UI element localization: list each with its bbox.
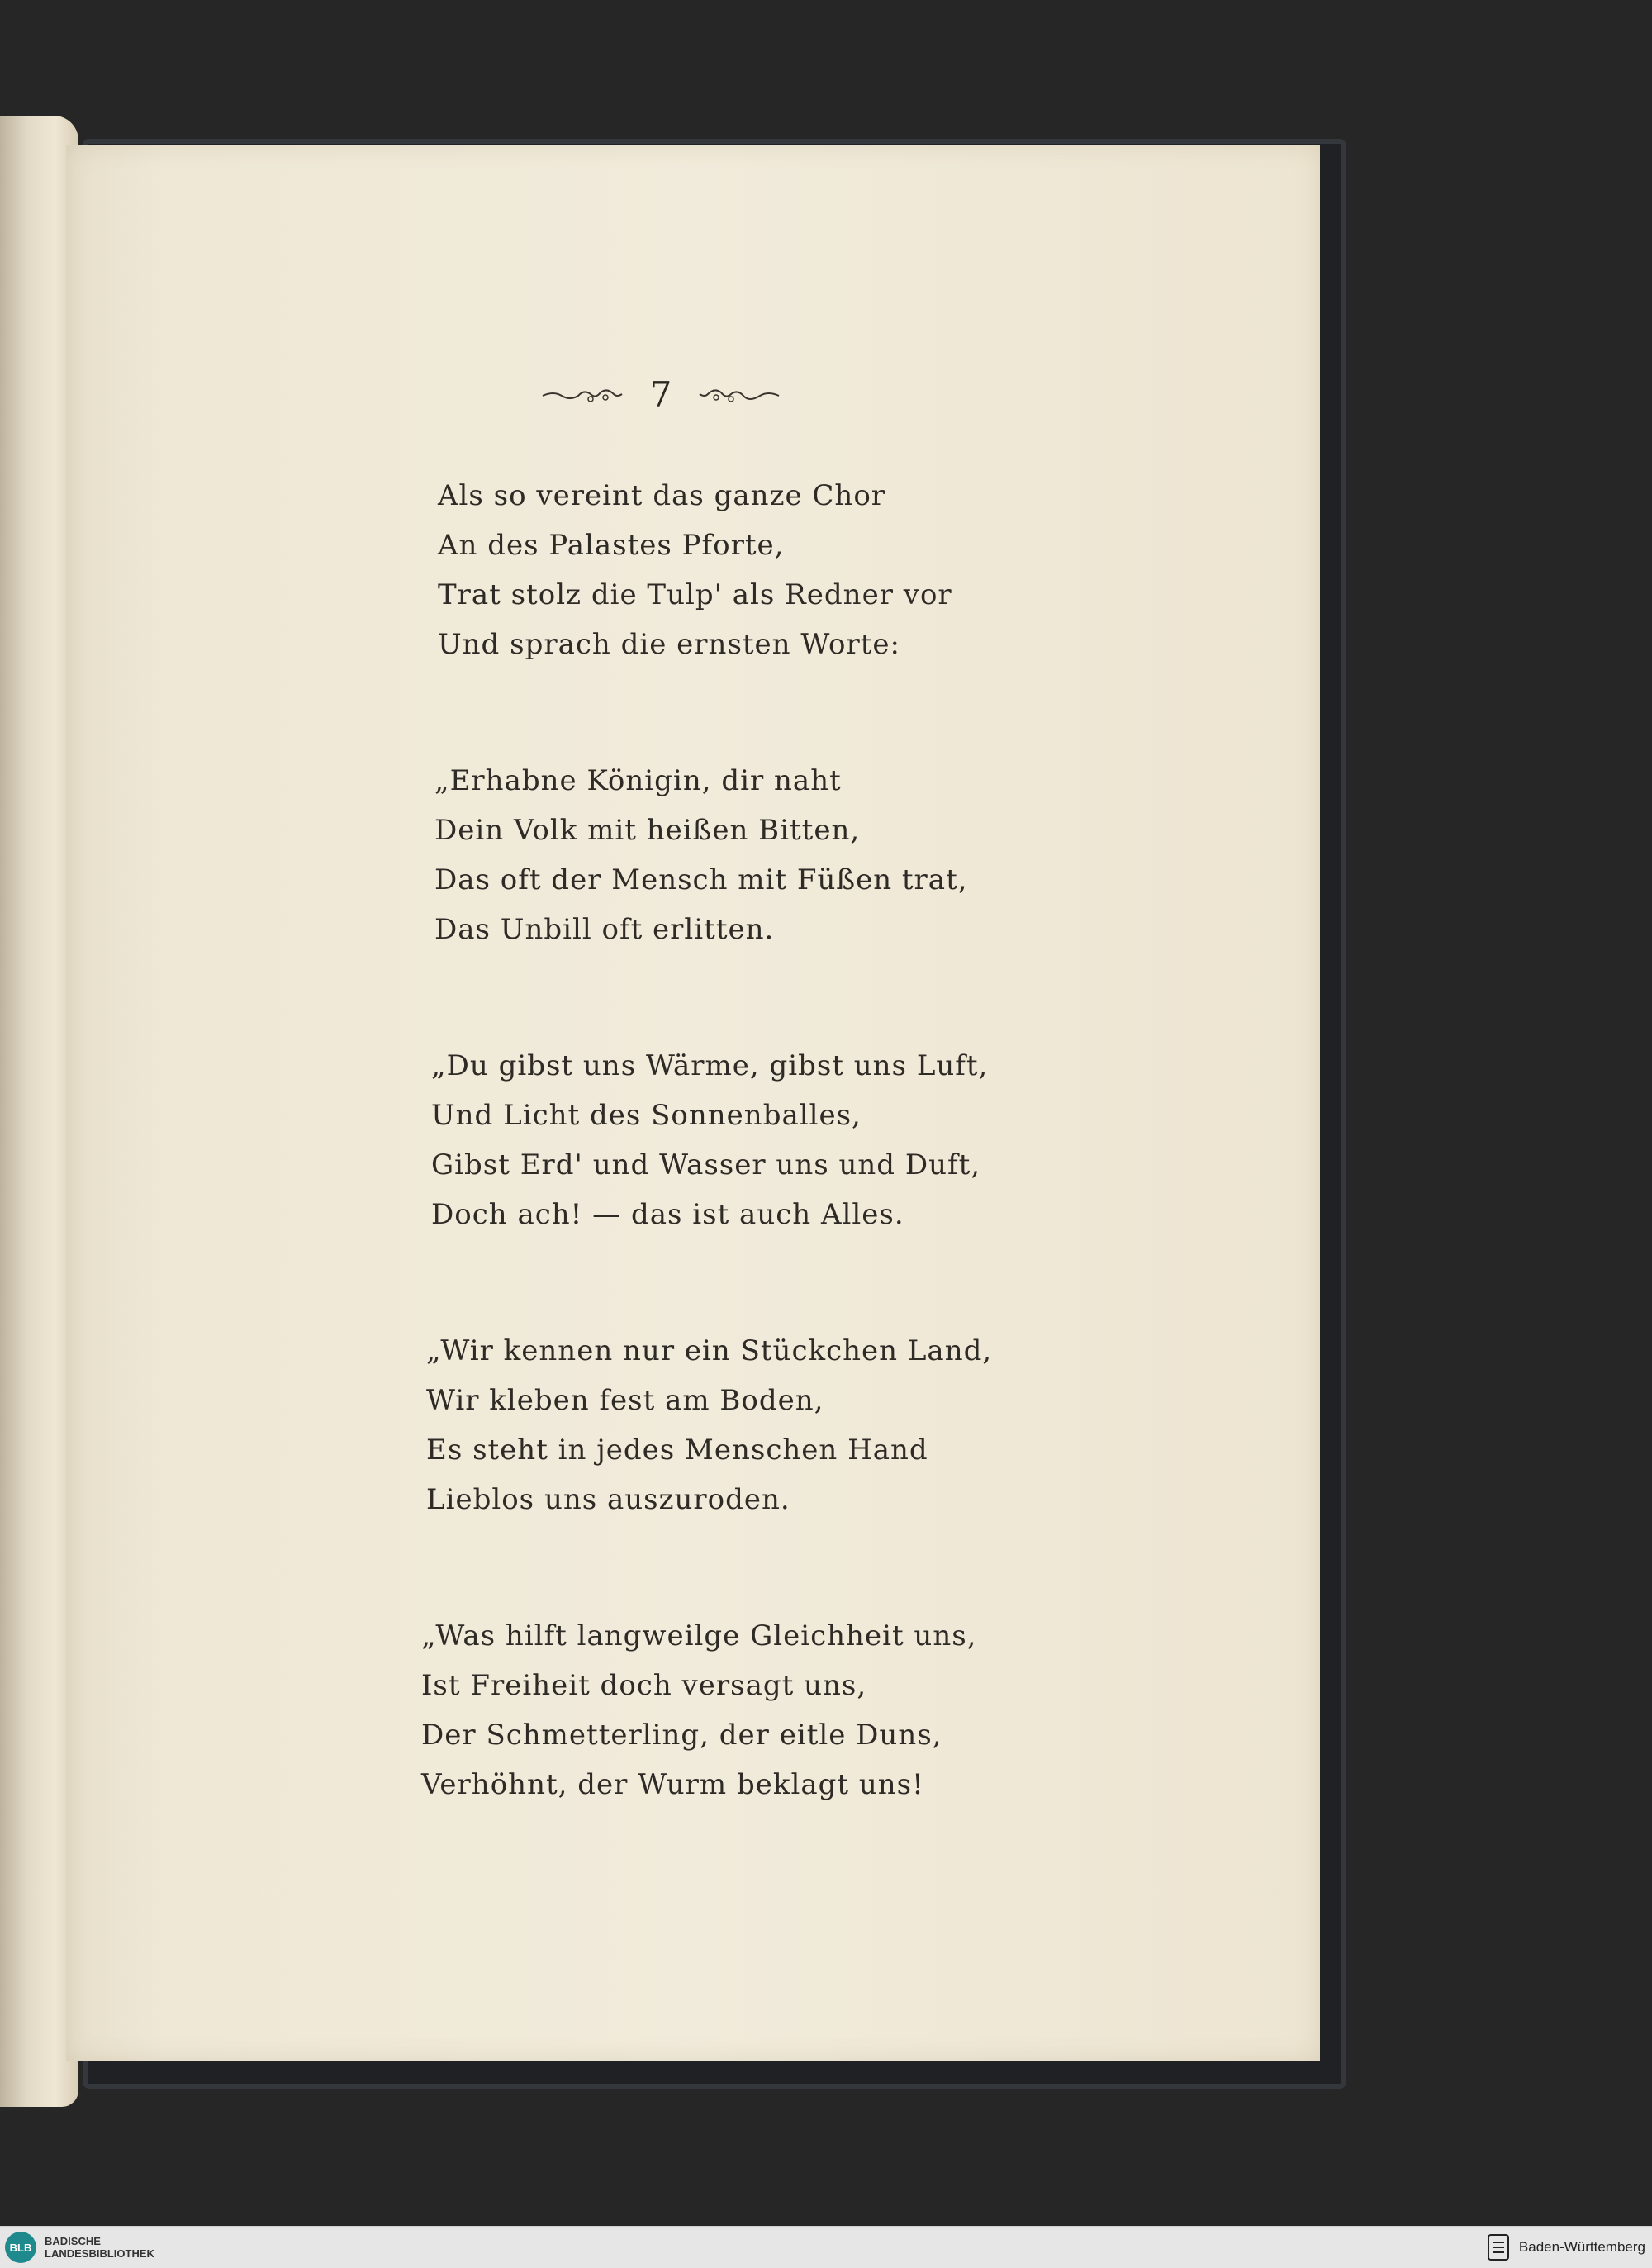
bw-brand[interactable] [1486, 2232, 1652, 2262]
page-header [529, 370, 793, 420]
poem-line: Und sprach die ernsten Worte: [438, 628, 900, 661]
stanza [438, 471, 991, 669]
poem-line: Trat stolz die Tulp' als Redner vor [438, 578, 952, 611]
poem-line: „Erhabne Königin, dir naht [434, 764, 842, 797]
blb-name [45, 2235, 154, 2260]
poem-line: An des Palastes Pforte, [438, 529, 785, 562]
poem-line: Doch ach! — das ist auch Alles. [431, 1198, 904, 1231]
poem-line: Das oft der Mensch mit Füßen trat, [434, 863, 968, 896]
right-ornament-icon [698, 383, 781, 407]
blb-name-line1: BADISCHE [45, 2235, 101, 2247]
poem-line: „Du gibst uns Wärme, gibst uns Luft, [431, 1049, 989, 1082]
poem-line: Lieblos uns auszuroden. [426, 1483, 790, 1516]
blb-brand[interactable] [0, 2232, 154, 2263]
blb-logo-icon: BLB [5, 2232, 36, 2263]
stanza [426, 1326, 991, 1524]
bw-label: Baden-Württemberg [1518, 2239, 1645, 2255]
poem-line: „Wir kennen nur ein Stückchen Land, [426, 1334, 993, 1367]
poem-line: Der Schmetterling, der eitle Duns, [421, 1719, 942, 1752]
poem-line: Es steht in jedes Menschen Hand [426, 1434, 928, 1467]
stanza [421, 1611, 991, 1809]
stanza [431, 1041, 991, 1239]
poem-line: Als so vereint das ganze Chor [438, 479, 886, 512]
poem-line: „Was hilft langweilge Gleichheit uns, [421, 1619, 977, 1652]
poem-line: Wir kleben fest am Boden, [426, 1384, 824, 1417]
coat-of-arms-icon [1486, 2232, 1511, 2262]
poem-line: Dein Volk mit heißen Bitten, [434, 814, 861, 847]
poem-line: Und Licht des Sonnenballes, [431, 1099, 862, 1132]
poem-line: Ist Freiheit doch versagt uns, [421, 1669, 867, 1702]
left-ornament-icon [541, 383, 624, 407]
poem-line: Das Unbill oft erlitten. [434, 913, 775, 946]
page-number: 7 [649, 374, 672, 415]
poem-line: Gibst Erd' und Wasser uns und Duft, [431, 1148, 981, 1182]
stanza [434, 756, 991, 954]
poem [413, 471, 991, 1896]
poem-line: Verhöhnt, der Wurm beklagt uns! [421, 1768, 924, 1801]
blb-name-line2: LANDESBIBLIOTHEK [45, 2247, 154, 2260]
footer-bar [0, 2226, 1652, 2268]
